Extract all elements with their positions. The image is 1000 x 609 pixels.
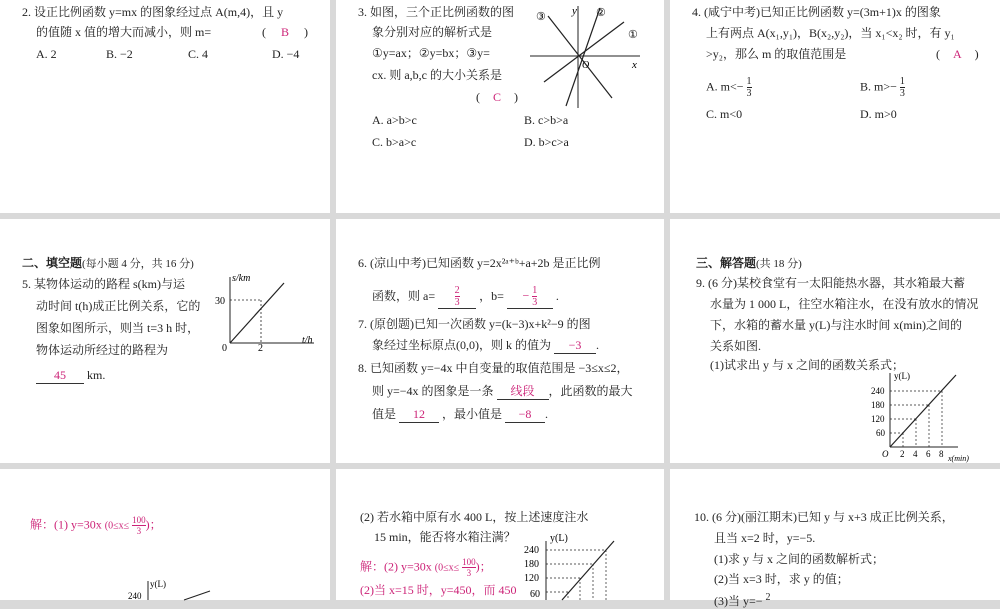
- q7-end: .: [596, 338, 599, 352]
- q9-2-ytick-60: 60: [530, 589, 540, 600]
- q6-end: .: [555, 288, 559, 303]
- q10-part3-text: (3)当 y=−: [714, 594, 763, 608]
- q7-line2: [372, 337, 599, 354]
- sol9-1-condition: (0≤x≤: [104, 520, 130, 532]
- q4-option-b-text: B. m>−: [860, 79, 897, 94]
- q9-line2: 水量为 1 000 L，往空水箱注水，在没有放水的情况: [710, 297, 979, 311]
- q9-2-fraction: [462, 557, 476, 578]
- q9-ytick-180: 180: [871, 400, 885, 410]
- a-den: 3: [454, 297, 460, 308]
- sol9-1-fraction: [132, 515, 146, 536]
- section2-title: 二、填空题: [22, 256, 83, 270]
- q9-ytick-120: 120: [871, 414, 885, 424]
- q8-text2-end: ，此函数的最大: [548, 384, 633, 398]
- solution-9-1-panel: [0, 469, 330, 600]
- q5-distance-time-graph: [214, 271, 324, 354]
- q3-line4: cx. 则 a,b,c 的大小关系是: [372, 68, 502, 82]
- frac-num: 1: [899, 76, 905, 87]
- q4-fraction-a: [747, 76, 752, 99]
- q9-2-ytick-240: 240: [524, 545, 539, 556]
- question-3-panel: [336, 0, 664, 213]
- q3-line3: ①y=ax；②y=bx；③y=: [372, 46, 490, 60]
- q3-answer: C: [493, 90, 502, 104]
- q8-text3: 值是: [372, 407, 397, 421]
- q5-unit: km.: [87, 368, 106, 382]
- q9-ylabel: y(L): [894, 371, 910, 381]
- q10-part3: [714, 593, 771, 609]
- q4-line3: >y₂，那么 m 的取值范围是: [706, 47, 847, 61]
- q10-frac-num: 2: [765, 592, 771, 603]
- fig7-ylabel: y(L): [150, 579, 166, 589]
- section2-heading: [22, 255, 194, 272]
- q9-ytick-240: 240: [871, 386, 885, 396]
- q3-option-d: D. b>c>a: [524, 135, 569, 149]
- q9-xtick-8: 8: [939, 449, 944, 459]
- q3-fig-label-3: ③: [536, 11, 546, 23]
- q2-option-d: D. −4: [272, 47, 300, 61]
- question-10-panel: [670, 469, 1000, 608]
- q9-2-water-graph: [522, 533, 622, 600]
- b-den: 3: [532, 297, 538, 308]
- graph-line: [184, 591, 210, 600]
- q9-2-line2: 15 min，能否将水箱注满？: [374, 530, 516, 544]
- line-2: [566, 8, 600, 106]
- q2-line2: 的值随 x 值的增大而减小，则 m=: [36, 25, 212, 39]
- q6-line2: [372, 285, 559, 309]
- q4-line1: 4. (咸宁中考)已知正比例函数 y=(3m+1)x 的图象: [692, 5, 941, 19]
- q9-xtick-6: 6: [926, 449, 931, 459]
- q9-part1: (1)试求出 y 与 x 之间的函数关系式；: [710, 358, 904, 372]
- line-1: [544, 22, 624, 82]
- question-2-panel: [0, 0, 330, 213]
- questions-6-8-panel: [336, 219, 664, 463]
- q3-option-c: C. b>a>c: [372, 135, 417, 149]
- q3-line2: 象分别对应的解析式是: [372, 25, 493, 39]
- b-sign: −: [522, 288, 530, 303]
- q3-fig-label-1: ①: [628, 29, 638, 41]
- q5-answer: 45: [36, 367, 84, 384]
- paren-open: (: [262, 25, 266, 39]
- q7-answer: −3: [554, 337, 596, 354]
- q8-text3-mid: ，最小值是: [442, 407, 503, 421]
- q4-option-d: D. m>0: [860, 107, 897, 121]
- frac-num: 100: [132, 515, 146, 525]
- q5-line2: 动时间 t(h)成正比例关系，它的: [36, 299, 201, 313]
- q4-option-a: [706, 76, 752, 99]
- q2-line1: 2. 设正比例函数 y=mx 的图象经过点 A(m,4)，且 y: [22, 5, 284, 19]
- section3-title: 三、解答题: [696, 256, 757, 270]
- q9-line4: 关系如图.: [710, 339, 762, 353]
- q5-answer-line: [36, 367, 105, 384]
- b-num: 1: [532, 285, 538, 296]
- sol9-1-line: [30, 515, 162, 536]
- q9-xtick-4: 4: [913, 449, 918, 459]
- q5-xtick: 2: [258, 343, 263, 354]
- q3-fig-y: y: [572, 5, 577, 17]
- q9-water-graph: [868, 371, 988, 461]
- fig7-ytick: 240: [128, 591, 142, 601]
- q7-line1: 7. (原创题)已知一次函数 y=(k−3)x+k²−9 的图: [358, 317, 591, 331]
- q9-2-ytick-120: 120: [524, 573, 539, 584]
- q10-line2: 且当 x=2 时，y=−5.: [714, 531, 816, 545]
- q8-text2: 则 y=−4x 的图象是一条: [372, 384, 494, 398]
- section3-note: (共 18 分): [756, 258, 802, 270]
- q5-ytick: 30: [215, 296, 225, 307]
- q3-fig-x: x: [632, 59, 637, 71]
- section2-note: (每小题 4 分，共 16 分): [82, 258, 194, 270]
- water-line: [890, 375, 956, 447]
- section3-heading: [696, 255, 802, 272]
- q10-part2: (2)当 x=3 时，求 y 的值；: [714, 572, 849, 586]
- q6-a-label: 函数，则 a=: [372, 288, 436, 303]
- q3-option-a: A. a>b>c: [372, 113, 417, 127]
- q3-line-figure: [528, 2, 648, 110]
- q5-line4: 物体运动所经过的路程为: [36, 343, 169, 357]
- frac-num: 100: [462, 557, 476, 567]
- q3-option-b: B. c>b>a: [524, 113, 569, 127]
- q3-fig-label-2: ②: [596, 7, 606, 19]
- q4-line2: 上有两点 A(x₁,y₁)，B(x₂,y₂)，当 x₁<x₂ 时，有 y₁: [706, 26, 955, 40]
- q2-option-a: A. 2: [36, 47, 57, 61]
- q5-ylabel: s/km: [232, 273, 251, 284]
- q8-answer-max: 12: [399, 406, 439, 423]
- q4-option-b: [860, 76, 905, 99]
- q9-2-sol-line1: [360, 557, 492, 578]
- q9-2-line1: (2) 若水箱中原有水 400 L，按上述速度注水: [360, 510, 589, 524]
- q10-part1: (1)求 y 与 x 之间的函数解析式；: [714, 552, 884, 566]
- q9-xlabel: x(min): [948, 454, 969, 463]
- q3-answer-bracket: ( C ): [476, 90, 519, 104]
- q8-answer-segment: 线段: [497, 383, 549, 400]
- q8-answer-min: −8: [505, 406, 545, 423]
- frac-den: 3: [466, 568, 472, 578]
- q5-xlabel: t/h: [302, 335, 313, 346]
- a-num: 2: [454, 285, 460, 296]
- q4-fraction-b: [900, 76, 905, 99]
- q9-2-formula: 解：(2) y=30x: [360, 559, 432, 574]
- q8-line2: [372, 383, 633, 400]
- question-5-panel: [0, 219, 330, 463]
- q2-answer-bracket: [262, 24, 308, 40]
- sol9-graph-fragment: [124, 577, 224, 600]
- q4-answer-bracket: ( A ): [936, 47, 979, 61]
- q4-option-c: C. m<0: [706, 107, 743, 121]
- q4-answer: A: [953, 47, 962, 61]
- question-9-panel: [670, 219, 1000, 463]
- sol9-1-formula: 解：(1) y=30x: [30, 517, 102, 532]
- q8-end: .: [545, 407, 549, 421]
- q9-origin: O: [882, 449, 889, 459]
- q2-option-c: C. 4: [188, 47, 209, 61]
- q5-line3: 图象如图所示，则当 t=3 h 时，: [36, 321, 200, 335]
- q6-b-label: ，b=: [479, 288, 504, 303]
- q3-line1: 3. 如图，三个正比例函数的图: [358, 5, 515, 19]
- q3-fig-origin: O: [582, 60, 590, 71]
- q6-line1: 6. (凉山中考)已知函数 y=2x²ᵃ⁺ᵇ+a+2b 是正比例: [358, 256, 601, 270]
- q6-b-answer: [507, 285, 553, 309]
- q2-answer: B: [281, 25, 290, 39]
- q9-2-condition: (0≤x≤: [434, 562, 460, 574]
- line-3: [548, 16, 612, 98]
- q7-text: 象经过坐标原点(0,0)，则 k 的值为: [372, 338, 551, 352]
- q4-option-a-text: A. m<−: [706, 79, 744, 94]
- q9-ytick-60: 60: [876, 428, 885, 438]
- q9-2-ytick-180: 180: [524, 559, 539, 570]
- q6-a-answer: [438, 285, 476, 309]
- question-9-2-panel: [336, 469, 664, 600]
- sol9-1-close: )；: [145, 517, 162, 532]
- q9-2-close: )；: [475, 559, 492, 574]
- q9-2-sol-line2: (2)当 x=15 时，y=450，而 450: [360, 583, 517, 597]
- q10-line1: 10. (6 分)(丽江期末)已知 y 与 x+3 成正比例关系，: [694, 510, 954, 524]
- frac-den: 3: [746, 88, 752, 99]
- grid-guides: [546, 550, 606, 600]
- q2-option-b: B. −2: [106, 47, 133, 61]
- q8-line3: [372, 406, 548, 423]
- q5-line1: 5. 某物体运动的路程 s(km)与运: [22, 277, 185, 291]
- q9-line3: 下，水箱的蓄水量 y(L)与注水时间 x(min)之间的: [710, 318, 962, 332]
- distance-line: [230, 283, 284, 343]
- frac-num: 1: [746, 76, 752, 87]
- q9-line1: 9. (6 分)某校食堂有一太阳能热水器，其水箱最大蓄: [696, 276, 965, 290]
- q5-origin: 0: [222, 343, 227, 354]
- frac-den: 3: [136, 526, 142, 536]
- q8-line1: 8. 已知函数 y=−4x 中自变量的取值范围是 −3≤x≤2，: [358, 361, 629, 375]
- q9-2-ylabel: y(L): [550, 533, 568, 544]
- paren-close: ): [304, 25, 309, 39]
- question-4-panel: [670, 0, 1000, 213]
- q9-xtick-2: 2: [900, 449, 905, 459]
- frac-den: 3: [899, 88, 905, 99]
